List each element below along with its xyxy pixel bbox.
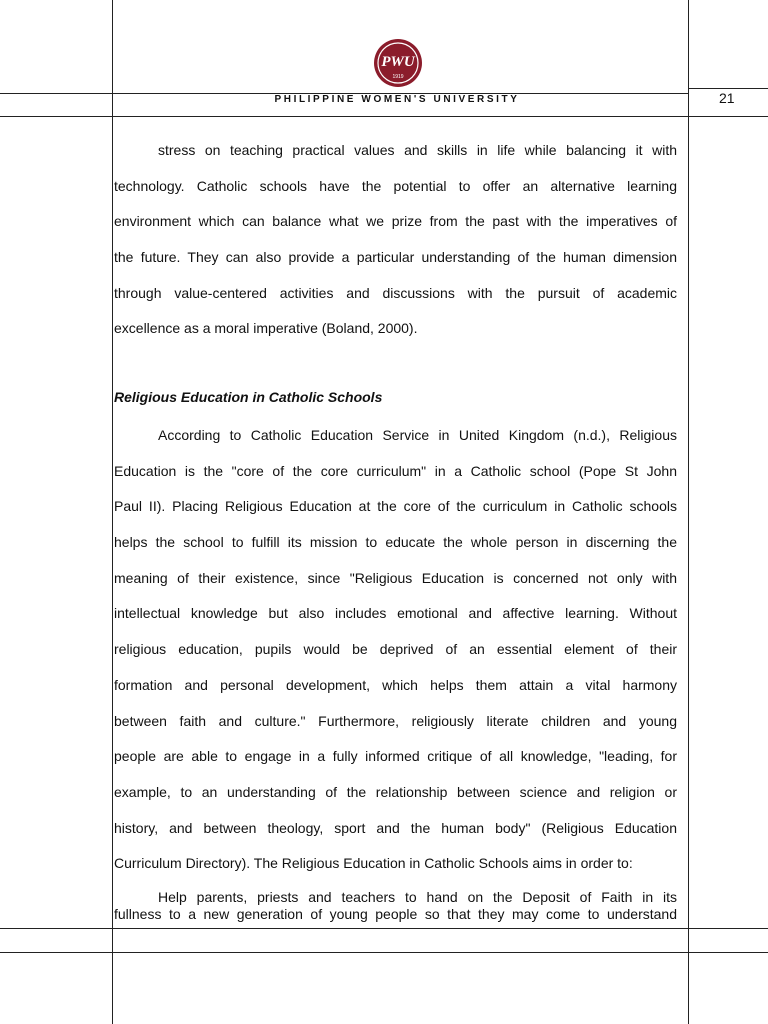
text-line: Education is the "core of the core curriculum" in a Catholic school (Pope St John — [114, 462, 677, 479]
footer-rule-top — [0, 928, 768, 929]
university-name: PHILIPPINE WOMEN'S UNIVERSITY — [274, 94, 520, 105]
text-line: history, and between theology, sport and the human body" (Religious Education — [114, 819, 677, 836]
text-line: excellence as a moral imperative (Boland, 2000). — [114, 320, 418, 337]
header-rule-right — [688, 88, 768, 89]
quote-line: fullness to a new generation of young people so that they may come to understand — [114, 906, 677, 922]
text-line: Paul II). Placing Religious Education at the core of the curriculum in Catholic schools — [114, 498, 677, 515]
paragraph-intro — [114, 140, 677, 354]
text-line: technology. Catholic schools have the potential to offer an alternative learning — [114, 177, 677, 194]
text-line: people are able to engage in a fully informed critique of all knowledge, "leading, for — [114, 748, 677, 765]
university-logo — [373, 38, 423, 88]
text-line: through value-centered activities and discussions with the pursuit of academic — [114, 284, 677, 301]
block-quote — [114, 889, 677, 923]
logo-year: 1919 — [392, 74, 404, 80]
text-line: the future. They can also provide a particular understanding of the human dimension — [114, 249, 677, 266]
text-line: According to Catholic Education Service in United Kingdom (n.d.), Religious — [158, 427, 677, 443]
text-line: formation and personal development, which helps them attain a vital harmony — [114, 676, 677, 693]
text-line: environment which can balance what we prize from the past with the imperatives of — [114, 213, 677, 230]
logo-monogram: PWU — [381, 54, 415, 70]
text-line: example, to an understanding of the relationship between science and religion or — [114, 783, 677, 800]
page-number: 21 — [719, 90, 735, 106]
header-rule-bottom — [0, 116, 768, 117]
text-line: helps the school to fulfill its mission to educate the whole person in discerning the — [114, 534, 677, 551]
footer-rule-bottom — [0, 952, 768, 953]
section-heading: Religious Education in Catholic Schools — [114, 389, 383, 405]
right-margin-line — [688, 0, 689, 1024]
text-line: stress on teaching practical values and skills in life while balancing it with — [158, 142, 677, 158]
text-line: intellectual knowledge but also includes emotional and affective learning. Without — [114, 605, 677, 622]
text-line: Curriculum Directory). The Religious Education in Catholic Schools aims in order to: — [114, 855, 633, 872]
quote-line: Help parents, priests and teachers to hand on the Deposit of Faith in its — [158, 889, 677, 905]
text-line: between faith and culture." Furthermore, religiously literate children and young — [114, 712, 677, 729]
text-line: religious education, pupils would be deprived of an essential element of their — [114, 641, 677, 658]
text-line: meaning of their existence, since "Religious Education is concerned not only with — [114, 569, 677, 586]
paragraph-religious-education — [114, 425, 677, 889]
left-margin-line — [112, 0, 113, 1024]
